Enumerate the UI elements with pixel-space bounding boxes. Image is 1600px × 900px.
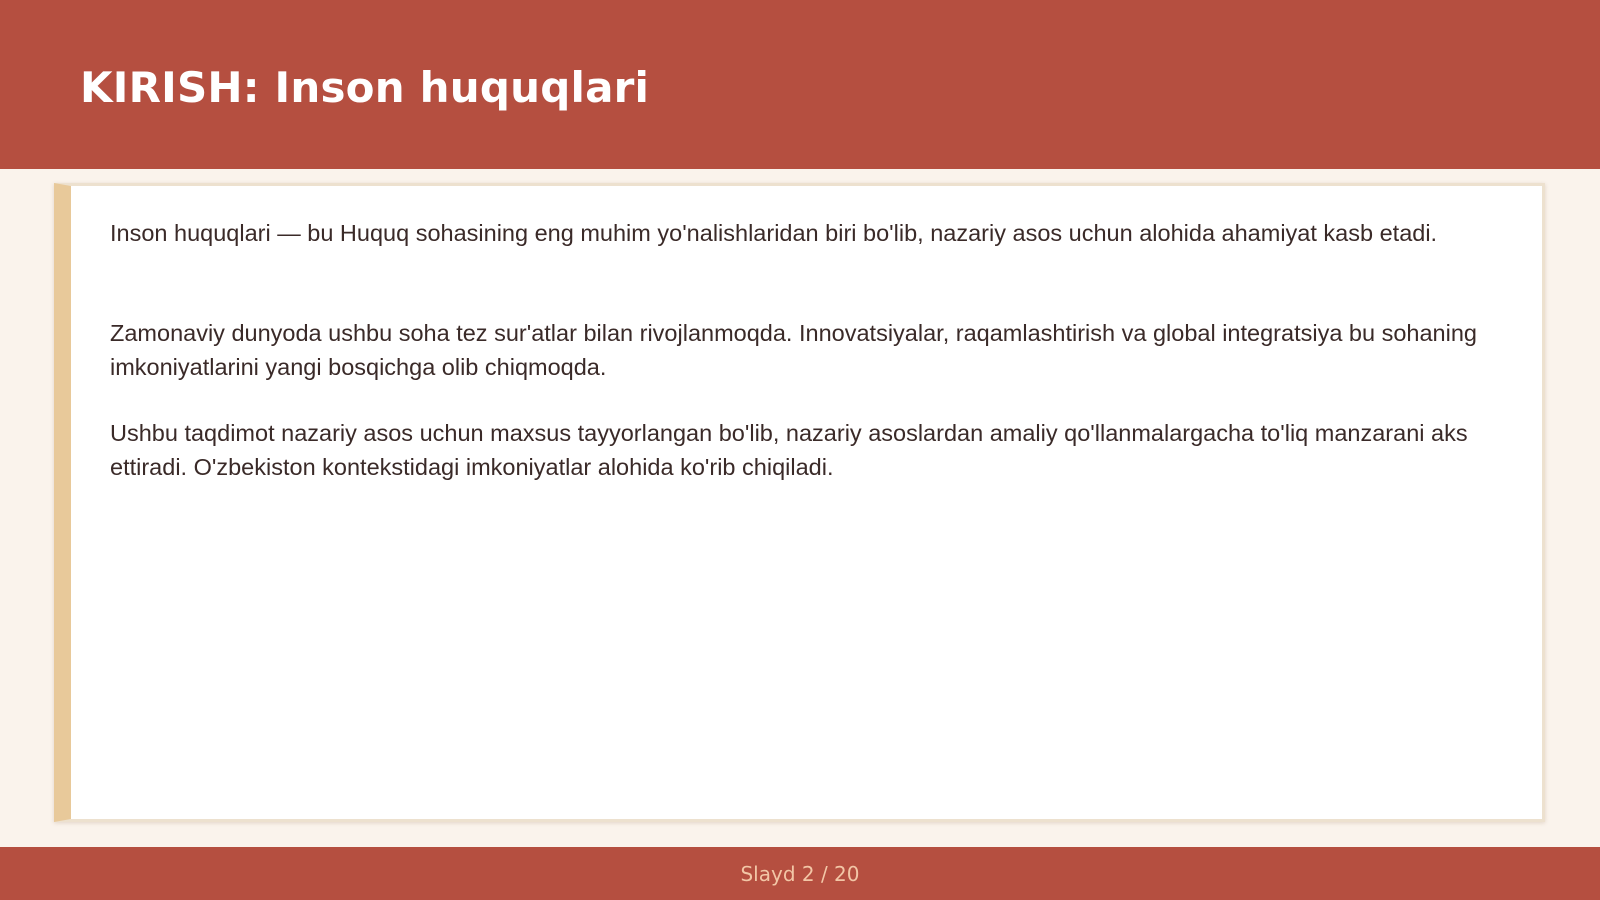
slide-header	[0, 0, 1600, 169]
content-card	[54, 183, 1545, 822]
modern-world-paragraph: Zamonaviy dunyoda ushbu soha tez sur'atlar bilan rivojlanmoqda. Innovatsiyalar, raqamlashtirish va global integratsiya bu sohaning imkoniyatlarini yangi bosqichga olib chiqmoqda.	[110, 320, 1477, 380]
slide-title: KIRISH: Inson huquqlari	[80, 63, 650, 112]
slide-counter: Slayd 2 / 20	[740, 862, 860, 886]
slide-footer	[0, 847, 1600, 900]
intro-paragraph: Inson huquqlari — bu Huquq sohasining eng muhim yo'nalishlaridan biri bo'lib, nazariy asos uchun alohida ahamiyat kasb etadi.	[110, 220, 1438, 246]
presentation-purpose-paragraph: Ushbu taqdimot nazariy asos uchun maxsus tayyorlangan bo'lib, nazariy asoslardan amaliy qo'llanmalargacha to'liq manzarani aks ettiradi. O'zbekiston kontekstidagi imkoniyatlar alohida ko'rib chiqiladi.	[110, 420, 1468, 480]
